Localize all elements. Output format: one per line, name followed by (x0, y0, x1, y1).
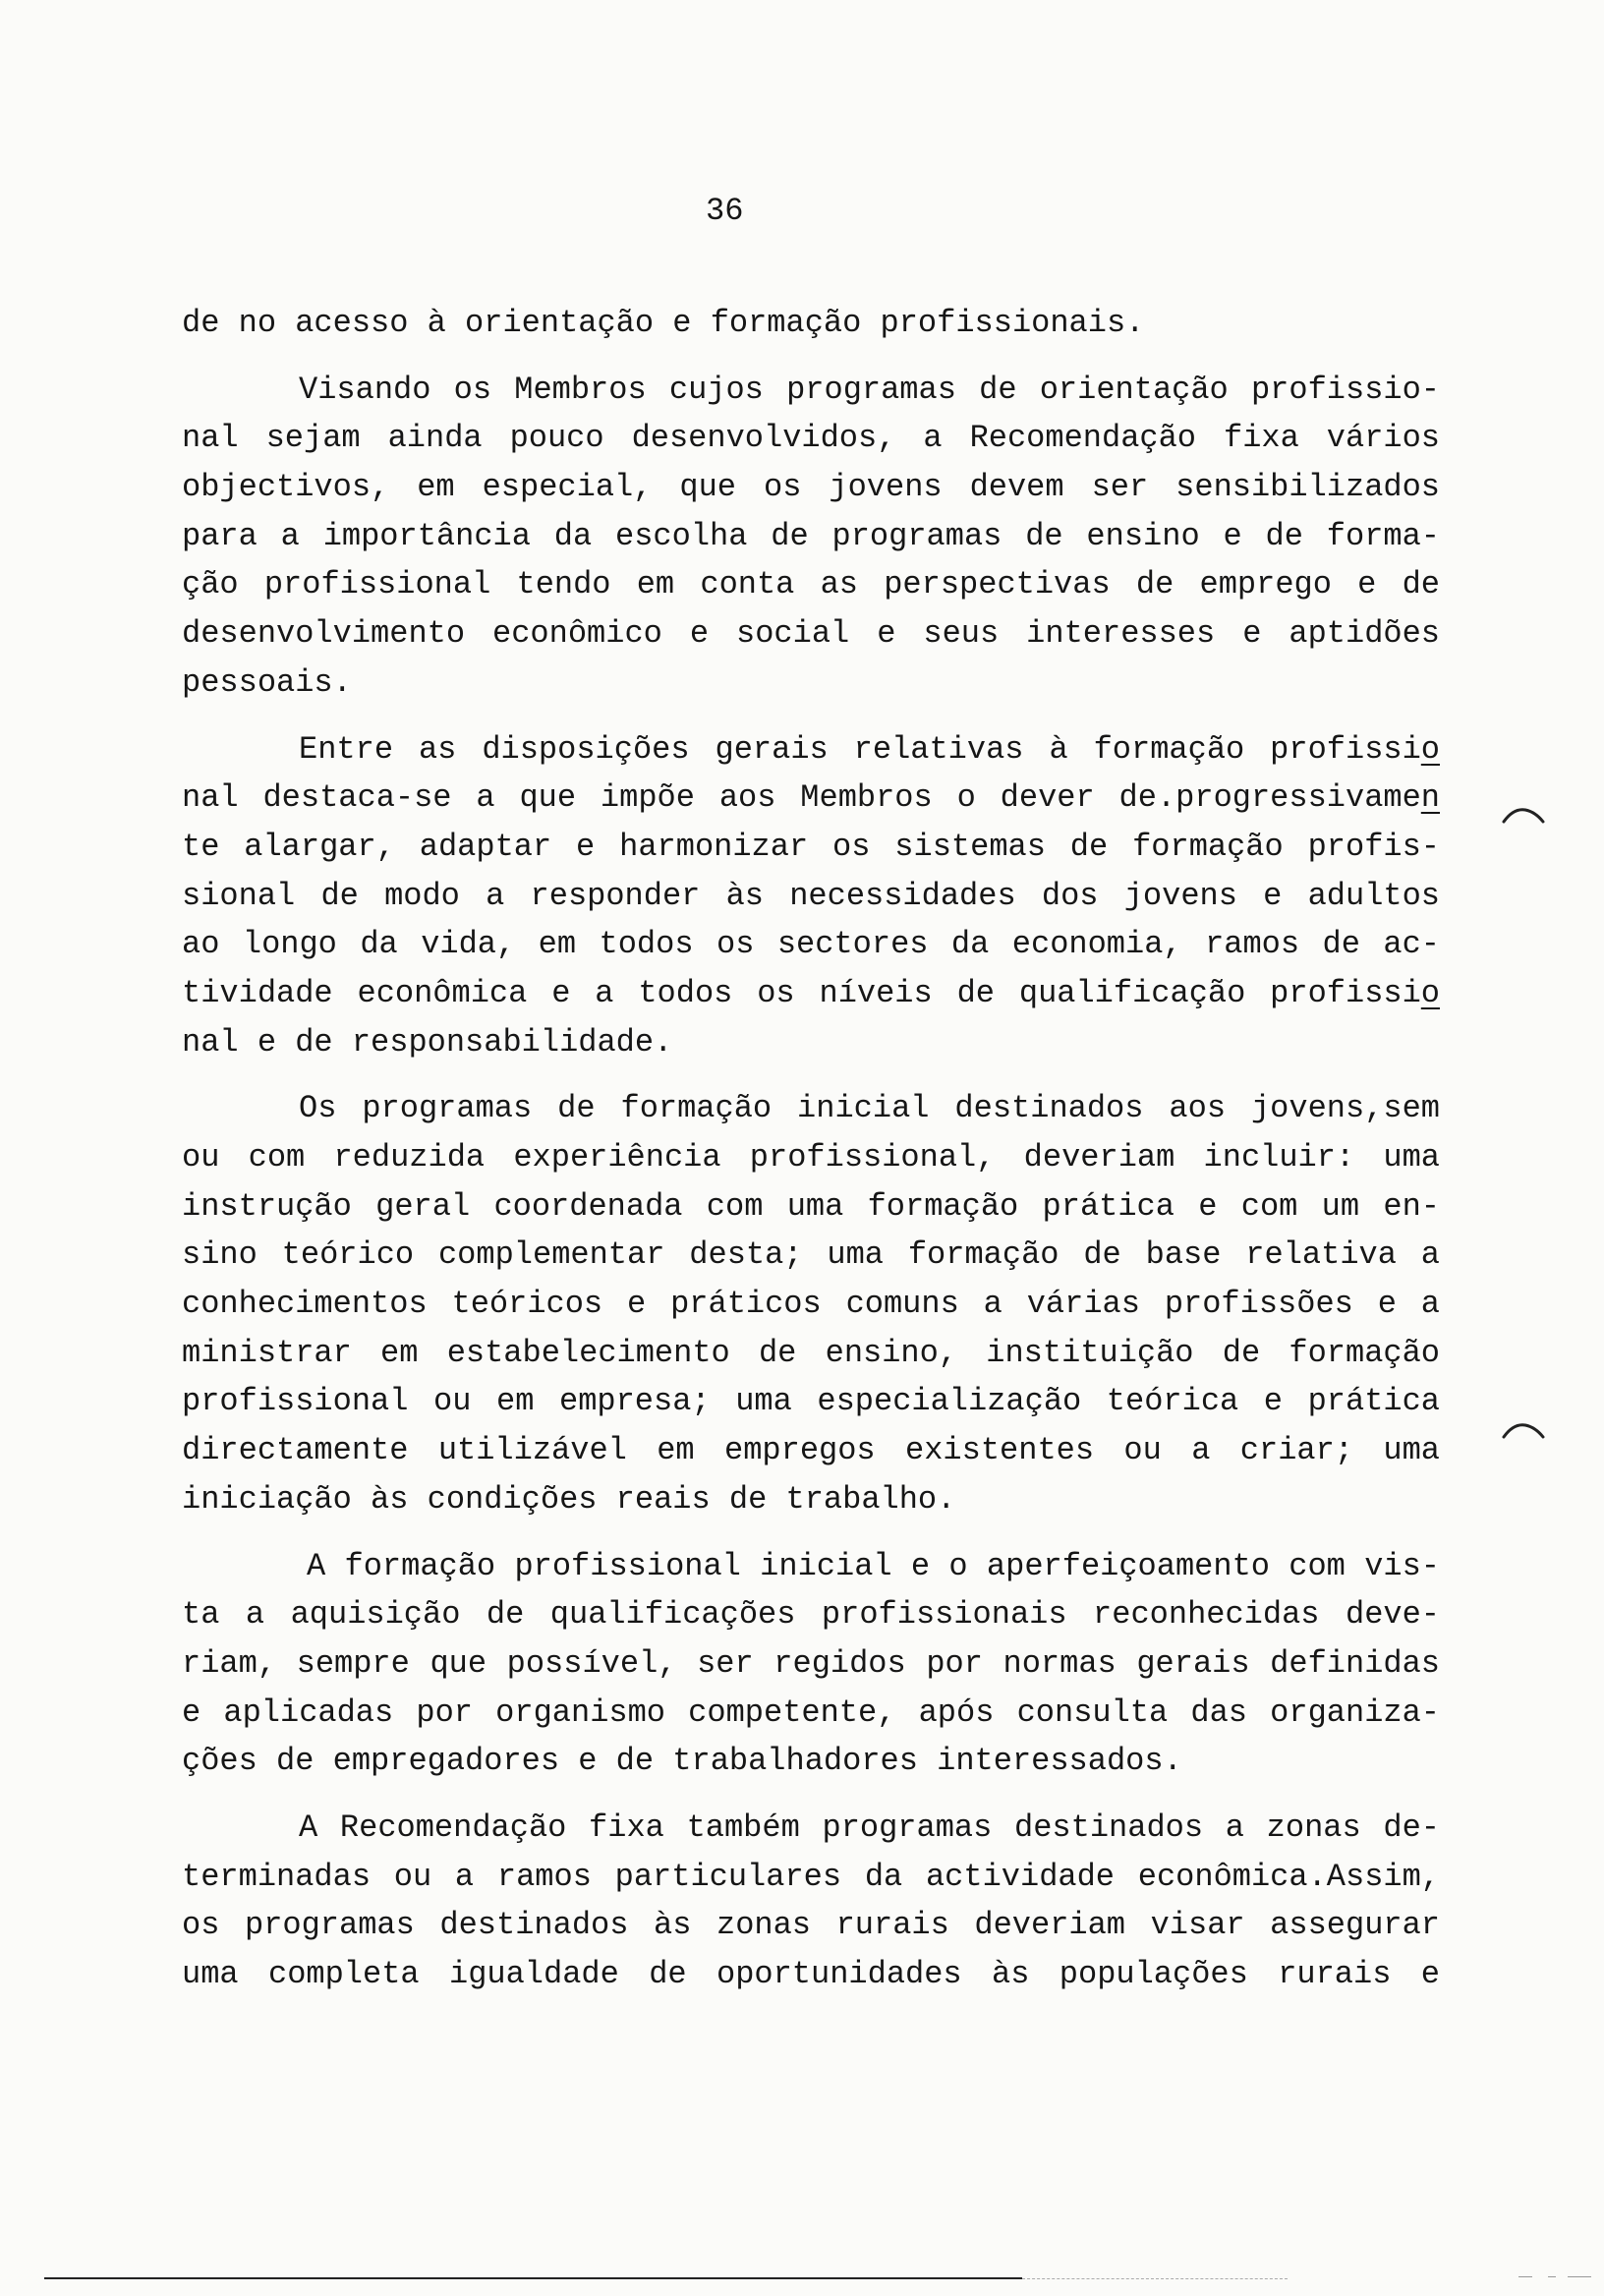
text-line: conhecimentos teóricos e práticos comuns a várias profissões e a (182, 1286, 1440, 1323)
bottom-rule-faint (1022, 2278, 1288, 2279)
text-line (182, 774, 1440, 823)
text-line: de no acesso à orientação e formação profissionais. (182, 305, 1145, 341)
text-line: para a importância da escolha de programas de ensino e de forma- (182, 517, 1440, 554)
text-line: sional de modo a responder às necessidades dos jovens e adultos (182, 877, 1440, 914)
text-line: profissional ou em empresa; uma especialização teórica e prática (182, 1383, 1440, 1420)
text-line: iniciação às condições reais de trabalho. (182, 1480, 956, 1518)
text-line: ministrar em estabelecimento de ensino, instituição de formação (182, 1334, 1440, 1371)
text-line: ção profissional tendo em conta as perspectivas de emprego e de (182, 566, 1440, 603)
text-line: ao longo da vida, em todos os sectores da economia, ramos de ac- (182, 926, 1440, 963)
line-text: Entre as disposições gerais relativas à formação profissi (299, 730, 1421, 768)
underlined-ending: o (1420, 730, 1440, 768)
line-text: tividade econômica e a todos os níveis de qualificação profissi (182, 974, 1421, 1011)
document-body (182, 299, 1440, 1999)
margin-mark (1502, 804, 1545, 826)
bottom-rule (44, 2277, 1022, 2279)
underlined-ending: n (1420, 779, 1440, 817)
margin-mark (1502, 1419, 1545, 1441)
text-line: instrução geral coordenada com uma formação prática e com um en- (182, 1187, 1440, 1225)
text-line: os programas destinados às zonas rurais deveriam visar assegurar (182, 1907, 1440, 1944)
scan-artifact (1548, 2276, 1556, 2277)
text-line: te alargar, adaptar e harmonizar os sistemas de formação profis- (182, 828, 1440, 865)
text-line: objectivos, em especial, que os jovens devem ser sensibilizados (182, 469, 1440, 506)
text-line: uma completa igualdade de oportunidades às populações rurais e (182, 1956, 1440, 1992)
text-line: ou com reduzida experiência profissional, deveriam incluir: uma (182, 1139, 1440, 1176)
text-line: directamente utilizável em empregos existentes ou a criar; uma (182, 1432, 1440, 1469)
text-line: A Recomendação fixa também programas destinados a zonas de- (299, 1808, 1440, 1846)
text-line: Visando os Membros cujos programas de orientação profissio- (299, 371, 1440, 408)
text-line: ta a aquisição de qualificações profissionais reconhecidas deve- (182, 1596, 1440, 1634)
paragraph (182, 299, 1440, 348)
text-line: pessoais. (182, 663, 352, 701)
text-line: terminadas ou a ramos particulares da actividade econômica.Assim, (182, 1858, 1440, 1895)
page-number: 36 (706, 193, 744, 229)
underlined-ending: o (1420, 974, 1440, 1011)
text-line: A formação profissional inicial e o aperfeiçoamento com vis- (307, 1547, 1440, 1584)
scan-artifact (1518, 2276, 1532, 2277)
paragraph (182, 1084, 1440, 1523)
text-line: ções de empregadores e de trabalhadores interessados. (182, 1743, 1182, 1780)
text-line: Os programas de formação inicial destinados aos jovens,sem (299, 1090, 1440, 1127)
paragraph (182, 366, 1440, 708)
text-line: e aplicadas por organismo competente, após consulta das organiza- (182, 1693, 1440, 1731)
paragraph (182, 1542, 1440, 1786)
scan-artifact (1568, 2276, 1591, 2277)
text-line: sino teórico complementar desta; uma formação de base relativa a (182, 1236, 1440, 1274)
text-line: desenvolvimento econômico e social e seus interesses e aptidões (182, 615, 1440, 653)
text-line (182, 725, 1440, 775)
line-text: nal destaca-se a que impõe aos Membros o dever de.progressivame (182, 779, 1421, 817)
text-line: nal sejam ainda pouco desenvolvidos, a Recomendação fixa vários (182, 420, 1440, 457)
paragraph (182, 725, 1440, 1067)
paragraph (182, 1804, 1440, 1999)
text-line: nal e de responsabilidade. (182, 1023, 673, 1061)
text-line: riam, sempre que possível, ser regidos por normas gerais definidas (182, 1644, 1440, 1682)
text-line (182, 969, 1440, 1018)
